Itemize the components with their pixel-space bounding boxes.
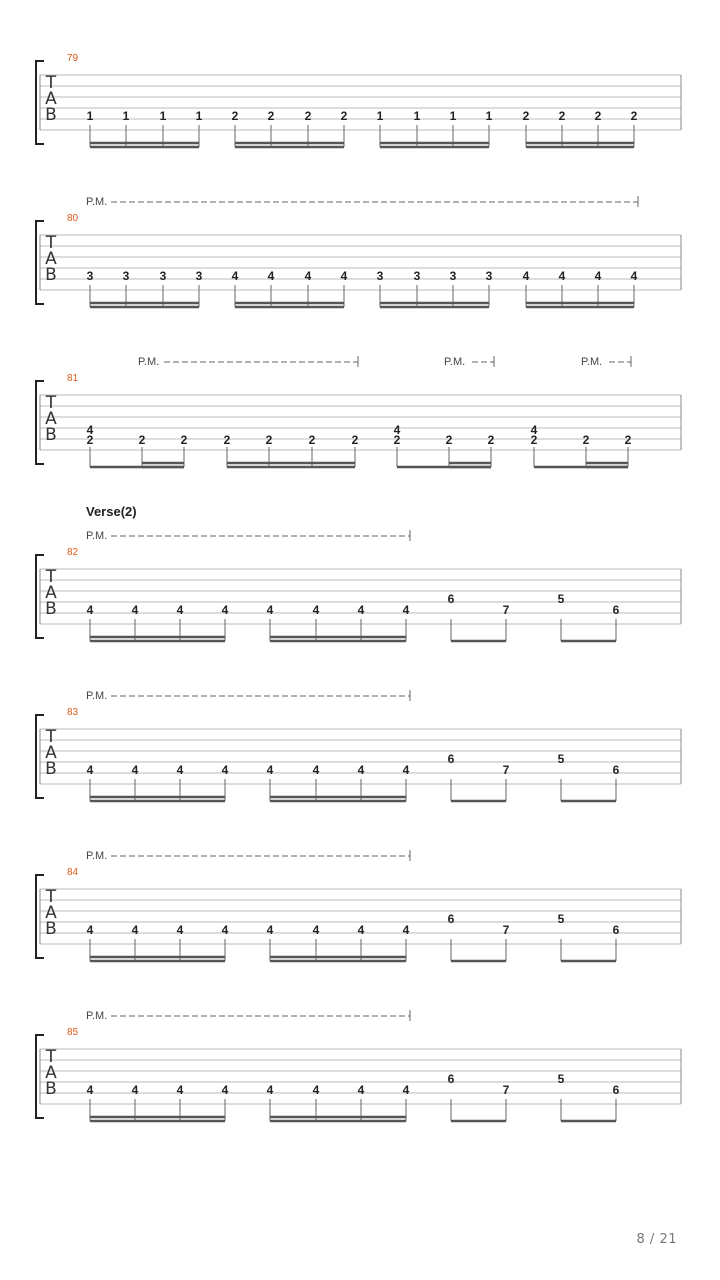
fret-number: 6 bbox=[447, 592, 455, 606]
fret-number: 3 bbox=[86, 269, 94, 283]
fret-number: 6 bbox=[447, 912, 455, 926]
fret-number: 2 bbox=[231, 109, 239, 123]
fret-number: 4 bbox=[231, 269, 239, 283]
fret-number: 2 bbox=[522, 109, 530, 123]
fret-number: 3 bbox=[449, 269, 457, 283]
fret-number: 1 bbox=[86, 109, 94, 123]
fret-number: 4 bbox=[131, 603, 139, 617]
tab-clef-letter: A bbox=[45, 903, 57, 923]
tab-clef-letter: B bbox=[45, 599, 57, 619]
fret-number: 4 bbox=[312, 603, 320, 617]
fret-number: 2 bbox=[86, 433, 94, 447]
fret-number: 2 bbox=[308, 433, 316, 447]
measure-number: 83 bbox=[67, 707, 79, 718]
fret-number: 5 bbox=[557, 592, 565, 606]
fret-number: 4 bbox=[86, 763, 94, 777]
tab-clef-letter: A bbox=[45, 583, 57, 603]
fret-number: 7 bbox=[502, 763, 510, 777]
tab-clef-letter: T bbox=[45, 567, 57, 587]
measure-number: 81 bbox=[67, 373, 79, 384]
fret-number: 4 bbox=[267, 269, 275, 283]
fret-number: 3 bbox=[376, 269, 384, 283]
tab-clef-letter: B bbox=[45, 425, 57, 445]
fret-number: 2 bbox=[180, 433, 188, 447]
fret-number: 3 bbox=[485, 269, 493, 283]
fret-number: 4 bbox=[312, 763, 320, 777]
fret-number: 2 bbox=[558, 109, 566, 123]
fret-number: 4 bbox=[357, 923, 365, 937]
measure-number: 79 bbox=[67, 53, 79, 64]
fret-number: 4 bbox=[266, 1083, 274, 1097]
tab-clef-letter: T bbox=[45, 1047, 57, 1067]
fret-number: 2 bbox=[624, 433, 632, 447]
fret-number: 6 bbox=[447, 752, 455, 766]
tab-clef-letter: A bbox=[45, 89, 57, 109]
fret-number: 4 bbox=[131, 923, 139, 937]
fret-number: 7 bbox=[502, 603, 510, 617]
fret-number: 4 bbox=[357, 763, 365, 777]
fret-number: 4 bbox=[221, 763, 229, 777]
fret-number: 1 bbox=[413, 109, 421, 123]
fret-number: 2 bbox=[594, 109, 602, 123]
fret-number: 1 bbox=[376, 109, 384, 123]
fret-number: 4 bbox=[393, 423, 401, 437]
fret-number: 4 bbox=[312, 1083, 320, 1097]
fret-number: 1 bbox=[449, 109, 457, 123]
tab-clef-letter: B bbox=[45, 105, 57, 125]
tab-clef-letter: T bbox=[45, 393, 57, 413]
fret-number: 4 bbox=[630, 269, 638, 283]
fret-number: 2 bbox=[267, 109, 275, 123]
fret-number: 2 bbox=[138, 433, 146, 447]
palm-mute-label: P.M. bbox=[581, 356, 603, 368]
fret-number: 4 bbox=[522, 269, 530, 283]
fret-number: 4 bbox=[304, 269, 312, 283]
fret-number: 4 bbox=[594, 269, 602, 283]
tab-clef-letter: A bbox=[45, 743, 57, 763]
tab-clef-letter: A bbox=[45, 249, 57, 269]
fret-number: 3 bbox=[122, 269, 130, 283]
fret-number: 2 bbox=[265, 433, 273, 447]
measure-number: 80 bbox=[67, 213, 79, 224]
fret-number: 7 bbox=[502, 1083, 510, 1097]
fret-number: 4 bbox=[266, 603, 274, 617]
fret-number: 2 bbox=[304, 109, 312, 123]
fret-number: 1 bbox=[159, 109, 167, 123]
fret-number: 4 bbox=[266, 923, 274, 937]
fret-number: 5 bbox=[557, 752, 565, 766]
fret-number: 4 bbox=[131, 763, 139, 777]
tab-clef-letter: T bbox=[45, 73, 57, 93]
fret-number: 4 bbox=[266, 763, 274, 777]
fret-number: 5 bbox=[557, 912, 565, 926]
fret-number: 4 bbox=[340, 269, 348, 283]
section-label: Verse(2) bbox=[86, 504, 137, 519]
fret-number: 4 bbox=[86, 923, 94, 937]
palm-mute-label: P.M. bbox=[86, 530, 108, 542]
page-number: 8 / 21 bbox=[636, 1232, 677, 1247]
measure-number: 82 bbox=[67, 547, 79, 558]
fret-number: 7 bbox=[502, 923, 510, 937]
fret-number: 4 bbox=[357, 603, 365, 617]
palm-mute-label: P.M. bbox=[138, 356, 160, 368]
palm-mute-label: P.M. bbox=[86, 196, 108, 208]
fret-number: 1 bbox=[195, 109, 203, 123]
fret-number: 6 bbox=[447, 1072, 455, 1086]
fret-number: 4 bbox=[312, 923, 320, 937]
measure-number: 84 bbox=[67, 867, 79, 878]
fret-number: 4 bbox=[176, 763, 184, 777]
tab-clef-letter: T bbox=[45, 727, 57, 747]
fret-number: 4 bbox=[402, 1083, 410, 1097]
palm-mute-label: P.M. bbox=[86, 690, 108, 702]
fret-number: 4 bbox=[357, 1083, 365, 1097]
fret-number: 4 bbox=[221, 1083, 229, 1097]
fret-number: 2 bbox=[351, 433, 359, 447]
fret-number: 1 bbox=[485, 109, 493, 123]
fret-number: 4 bbox=[86, 1083, 94, 1097]
fret-number: 2 bbox=[223, 433, 231, 447]
fret-number: 3 bbox=[413, 269, 421, 283]
fret-number: 3 bbox=[195, 269, 203, 283]
tab-clef-letter: B bbox=[45, 1079, 57, 1099]
fret-number: 2 bbox=[582, 433, 590, 447]
tab-clef-letter: B bbox=[45, 919, 57, 939]
fret-number: 6 bbox=[612, 763, 620, 777]
fret-number: 2 bbox=[393, 433, 401, 447]
tab-clef-letter: A bbox=[45, 409, 57, 429]
palm-mute-label: P.M. bbox=[444, 356, 466, 368]
fret-number: 4 bbox=[558, 269, 566, 283]
fret-number: 4 bbox=[530, 423, 538, 437]
fret-number: 4 bbox=[131, 1083, 139, 1097]
fret-number: 2 bbox=[487, 433, 495, 447]
fret-number: 4 bbox=[402, 763, 410, 777]
fret-number: 4 bbox=[176, 603, 184, 617]
tab-clef-letter: T bbox=[45, 233, 57, 253]
fret-number: 4 bbox=[221, 603, 229, 617]
fret-number: 4 bbox=[176, 923, 184, 937]
fret-number: 2 bbox=[530, 433, 538, 447]
fret-number: 4 bbox=[402, 923, 410, 937]
tab-clef-letter: B bbox=[45, 265, 57, 285]
tab-clef-letter: A bbox=[45, 1063, 57, 1083]
fret-number: 6 bbox=[612, 603, 620, 617]
palm-mute-label: P.M. bbox=[86, 850, 108, 862]
fret-number: 5 bbox=[557, 1072, 565, 1086]
fret-number: 4 bbox=[86, 603, 94, 617]
fret-number: 4 bbox=[86, 423, 94, 437]
fret-number: 4 bbox=[402, 603, 410, 617]
fret-number: 6 bbox=[612, 923, 620, 937]
fret-number: 4 bbox=[176, 1083, 184, 1097]
fret-number: 6 bbox=[612, 1083, 620, 1097]
fret-number: 2 bbox=[340, 109, 348, 123]
fret-number: 2 bbox=[445, 433, 453, 447]
fret-number: 3 bbox=[159, 269, 167, 283]
tab-clef-letter: B bbox=[45, 759, 57, 779]
measure-number: 85 bbox=[67, 1027, 79, 1038]
palm-mute-label: P.M. bbox=[86, 1010, 108, 1022]
tab-clef-letter: T bbox=[45, 887, 57, 907]
fret-number: 2 bbox=[630, 109, 638, 123]
fret-number: 1 bbox=[122, 109, 130, 123]
fret-number: 4 bbox=[221, 923, 229, 937]
